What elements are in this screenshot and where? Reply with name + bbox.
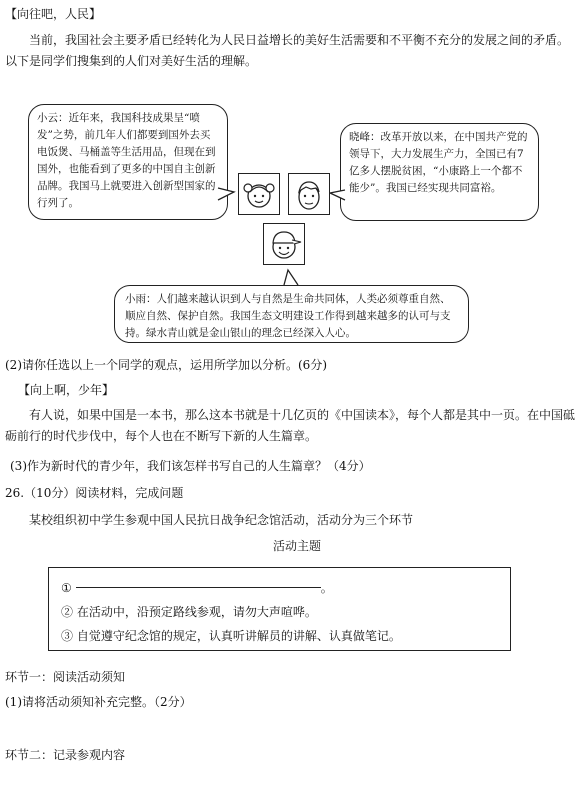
answer-blank[interactable] [76,587,321,588]
section-intro-paragraph: 当前，我国社会主要矛盾已经转化为人民日益增长的美好生活需要和不平衡不充分的发展之间的矛盾。以下是同学们搜集到的人们对美好生活的理解。 [5,33,570,68]
notice-item-text: 自觉遵守纪念馆的规定，认真听讲解员的讲解、认真做笔记。 [76,629,401,643]
activity-theme-label: 活动主题 [273,539,322,553]
section-heading-people: 【向往吧，人民】 [5,7,102,21]
xiaofeng-quote: 晓峰：改革开放以来，在中国共产党的领导下，大力发展生产力，全国已有7亿多人摆脱贫困，“小康路上一个都不能少”。我国已经实现共同富裕。 [349,131,528,194]
section-youth-paragraph: 有人说，如果中国是一本书，那么这本书就是十几亿页的《中国读本》，每个人都是其中一页。在中国砥砺前行的时代步伐中，每个人也在不断写下新的人生篇章。 [5,408,576,443]
xiaoyun-quote: 小云：近年来，我国科技成果呈“喷发”之势，前几年人们都要到国外去买电饭煲、马桶盖等生活用品，但现在到国外，也能看到了更多的中国自主创新品牌。我国马上就要进入创新型国家的行列了。 [37,112,216,209]
boy-avatar-icon [288,173,330,215]
step-2-heading: 环节二：记录参观内容 [5,748,126,762]
question-26-title: 26.（10分）阅读材料，完成问题 [5,486,184,500]
notice-item-suffix: 。 [320,581,333,595]
activity-notice-box [48,567,511,651]
girl-avatar-icon [238,173,280,215]
notice-item-number: ③ [61,629,74,643]
step-1-question: (1)请将活动须知补充完整。（2分） [5,695,192,709]
notice-item-number: ② [61,605,74,619]
question-2: (2)请你任选以上一个同学的观点，运用所学加以分析。(6分) [5,358,327,372]
xiaoyu-quote: 小雨：人们越来越认识到人与自然是生命共同体，人类必须尊重自然、顺应自然、保护自然。我国生态文明建设工作得到越来越多的认可与支持。绿水青山就是金山银山的理念已经深入人心。 [125,293,451,339]
section-heading-youth: 【向上啊，少年】 [18,383,115,397]
cap-boy-avatar-icon [263,223,305,265]
speech-bubble-xiaoyu [114,285,469,343]
step-1-heading: 环节一：阅读活动须知 [5,670,126,684]
notice-item-number: ① [61,581,72,595]
notice-item-2 [61,600,500,624]
notice-item-text: 在活动中，沿预定路线参观，请勿大声喧哗。 [76,605,317,619]
notice-item-3 [61,624,500,648]
question-3: (3)作为新时代的青少年，我们该怎样书写自己的人生篇章？（4分） [10,459,371,473]
question-26-intro: 某校组织初中学生参观中国人民抗日战争纪念馆活动，活动分为三个环节 [29,513,414,527]
notice-item-1 [61,576,500,600]
